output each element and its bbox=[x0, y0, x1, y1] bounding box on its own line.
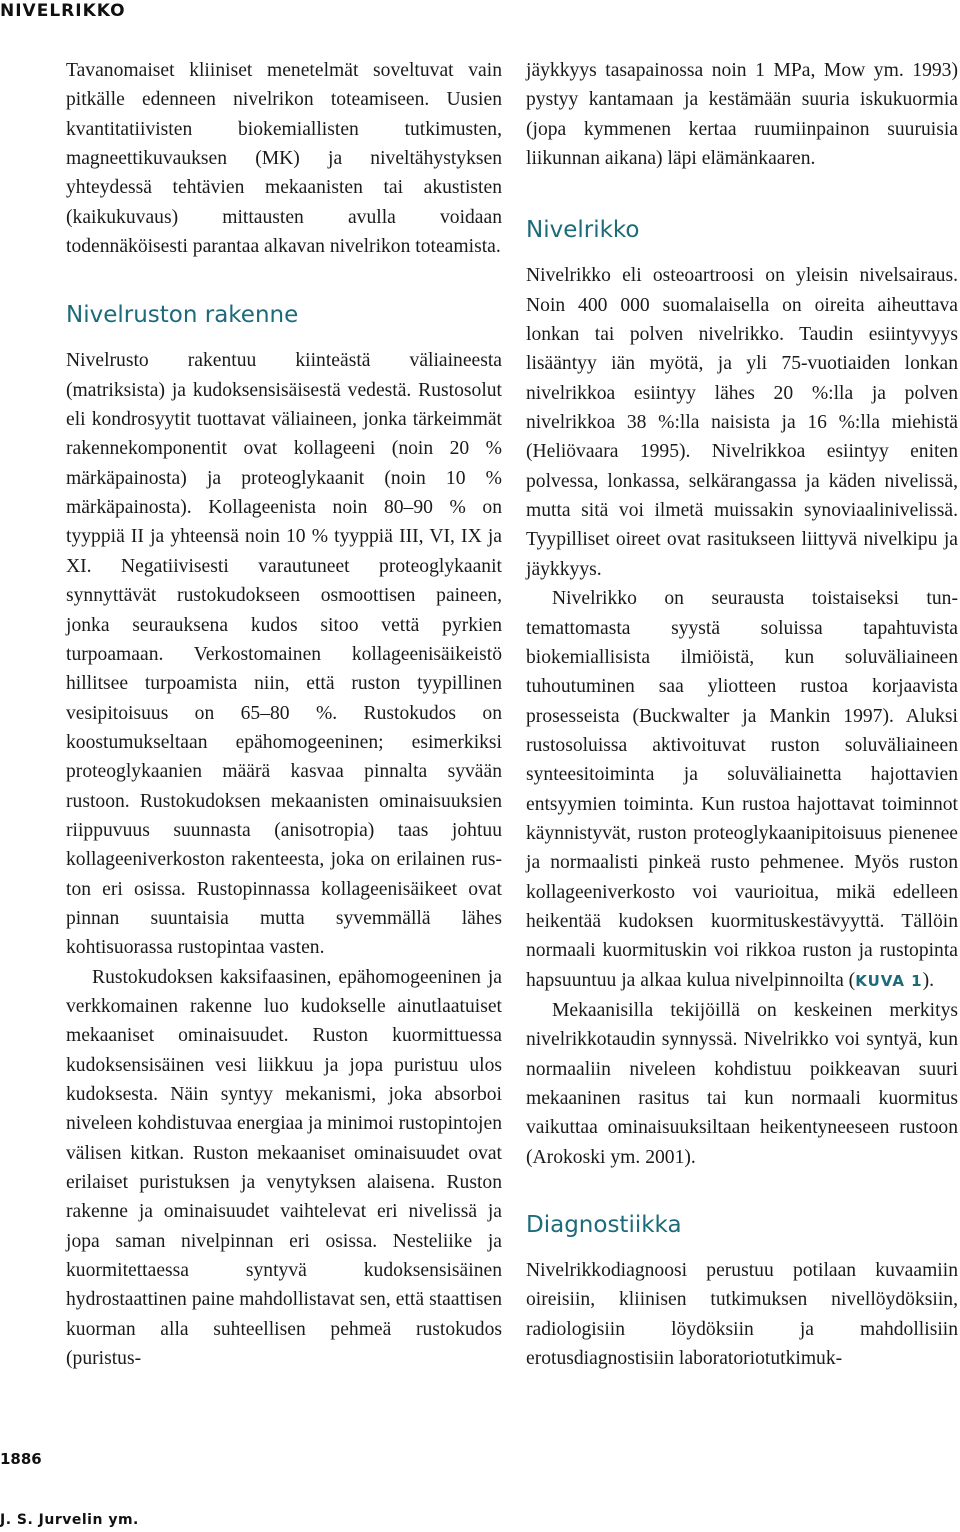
body-paragraph bbox=[526, 584, 958, 996]
section-heading-diagnostiikka: Diagnostiikka bbox=[526, 1212, 682, 1239]
body-paragraph: Nivelrikkodiagnoosi perustuu potilaan kuvaamiin oireisiin, kliinisen tutkimuksen nivellöydöksiin, radiologisiin löydöksiin ja mahdollisiin erotusdiagnostisiin laboratoriotutkimuk- bbox=[526, 1260, 958, 1370]
body-paragraph: Nivelrikko eli osteoartroosi on yleisin nivelsairaus. Noin 400 000 suomalaisella on oireita aiheuttava lonkan tai polven nivelrikko. Taudin esiintyvyys lisääntyy iän myötä, ja yli 75-vuotiaiden lonkan nivelrikkoa esiintyy lähes 20 %:lla ja polven nivelrikkoa 38 %:lla naisista ja 16 %:lla miehistä (Heliövaara 1995). Nivelrikkoa esiintyy eniten polvessa, lonkassa, selkärangassa ja käden nivelissä, mutta sitä voi ilmetä muissakin synoviaalinivelissä. Tyypilliset oireet ovat rasitukseen liittyvä nivelkipu ja jäykkyys. bbox=[526, 265, 958, 580]
section-heading-nivelrikko: Nivelrikko bbox=[526, 217, 640, 244]
paragraph-text: ). bbox=[922, 969, 935, 991]
section-heading-nivelruston-rakenne: Nivelruston rakenne bbox=[66, 302, 299, 329]
left-column bbox=[66, 56, 502, 1373]
body-paragraph: Nivelrusto rakentuu kiinteästä väliaineesta (matriksista) ja kudoksensisäisestä vedestä. Rustosolut eli kondrosyytit tuottavat väliaineen, jonka tärkeimmät rakennekomponentit ovat kollageeni (noin 20 % märkäpainosta) ja proteoglykaanit (noin 10 % märkäpainosta). Kollageenista noin 80–90 % on tyyppiä II ja yhteensä noin 10 % tyyppiä III, VI, IX ja XI. Negatiivisesti varautuneet proteoglykaanit synnyttävät rustokudokseen osmoottisen paineen, jonka seurauksena kudos sitoo vettä pyrkien turpoamaan. Verkostomainen kollageenisäikeistö hillitsee turpoamista niin, että ruston tyypillinen vesipitoisuus on 65–80 %. Rustokudos on koostumukseltaan epähomogeeninen; esimerkiksi proteoglykaanien määrä kasvaa pinnalta syvään rustoon. Rustokudoksen mekaanisten ominaisuuksien riippuvuus suunnasta (anisotropia) taas johtuu kollageeniverkoston rakenteesta, joka on erilainen ruston eri osissa. Rustopinnassa kollageenisäikeet ovat pinnan suuntaisia mutta syvemmällä lähes kohtisuorassa rustopintaa vasten. bbox=[66, 350, 502, 959]
body-paragraph: Mekaanisilla tekijöillä on keskeinen merkitys nivelrikkotaudin synnyssä. Nivelrikko voi syntyä, kun normaaliin niveleen kohdistuu poikkeavan suuri mekaaninen rasitus tai kun normaali kuormitus vaikuttaa ominaisuuksiltaan heikentyneeseen rustoon (Arokoski ym. 2001). bbox=[526, 999, 958, 1168]
paragraph-text: Nivelrikko on seurausta toistaiseksi tuntemattomasta syystä soluissa tapahtuvista biokemiallisista ilmiöistä, kun soluväliaineen tuhoutuminen saa yliotteen rustoa korjaavista prosesseista (Buckwalter ja Mankin 1997). Aluksi rustosoluissa aktivoituvat ruston soluväliaineen synteesitoiminta ja soluväliainetta hajottavien entsyymien toiminta. Kun rustoa hajottavat toiminnot käynnistyvät, ruston proteoglykaanipitoisuus pienenee ja normaalisti pinkeä rusto pehmenee. Myös ruston kollageeniverkosto voi vaurioitua, mikä edelleen heikentää kudoksen kuormituskestävyyttä. Tällöin normaali kuormituskin voi rikkoa ruston ja rustopinta hapsuuntuu ja alkaa kulua nivelpinnoilta ( bbox=[526, 588, 958, 991]
page-number: 1886 bbox=[0, 1450, 42, 1468]
right-column bbox=[526, 56, 958, 1373]
continuation-paragraph: jäykkyys tasapainossa noin 1 MPa, Mow ym. 1993) pystyy kantamaan ja kestämään suuria iskukuormia (jopa kymmenen kertaa ruumiinpainon suuruisia liikunnan aikana) läpi elämänkaaren. bbox=[526, 60, 958, 170]
intro-paragraph: Tavanomaiset kliiniset menetelmät soveltuvat vain pitkälle edenneen nivelrikon toteamiseen. Uusien kvantitatiivisten biokemiallisten tutkimusten, magneettikuvauksen (MK) ja niveltähystyksen yhteydessä tehtävien mekaanisten tai akustisten (kaikukuvaus) mittausten avulla voidaan todennäköisesti parantaa alkavan nivelrikon toteamista. bbox=[66, 60, 502, 258]
footer-authors: J. S. Jurvelin ym. bbox=[0, 1512, 139, 1528]
running-head: NIVELRIKKO bbox=[0, 1, 126, 21]
body-paragraph: Rustokudoksen kaksifaasinen, epähomogeeninen ja verkkomainen rakenne luo kudokselle ainutlaatuiset mekaaniset ominaisuudet. Ruston kuormittuessa kudoksensisäinen vesi liikkuu ja jopa puristuu ulos kudoksesta. Näin syntyy mekanismi, joka absorboi niveleen kohdistuvaa energiaa ja minimoi rustopintojen välisen kitkan. Ruston mekaaniset ominaisuudet ovat erilaiset puristuksen ja venytyksen alaisena. Ruston rakenne ja ominaisuudet vaihtelevat eri nivelissä ja jopa saman nivelpinnan eri osissa. Nesteliike ja kuormitettaessa syntyvä kudoksensisäinen hydrostaattinen paine mahdollistavat sen, että staattisen kuorman alla suhteellisen pehmeä rustokudos (puristus- bbox=[66, 966, 502, 1370]
figure-reference-link[interactable]: KUVA 1 bbox=[855, 971, 923, 990]
